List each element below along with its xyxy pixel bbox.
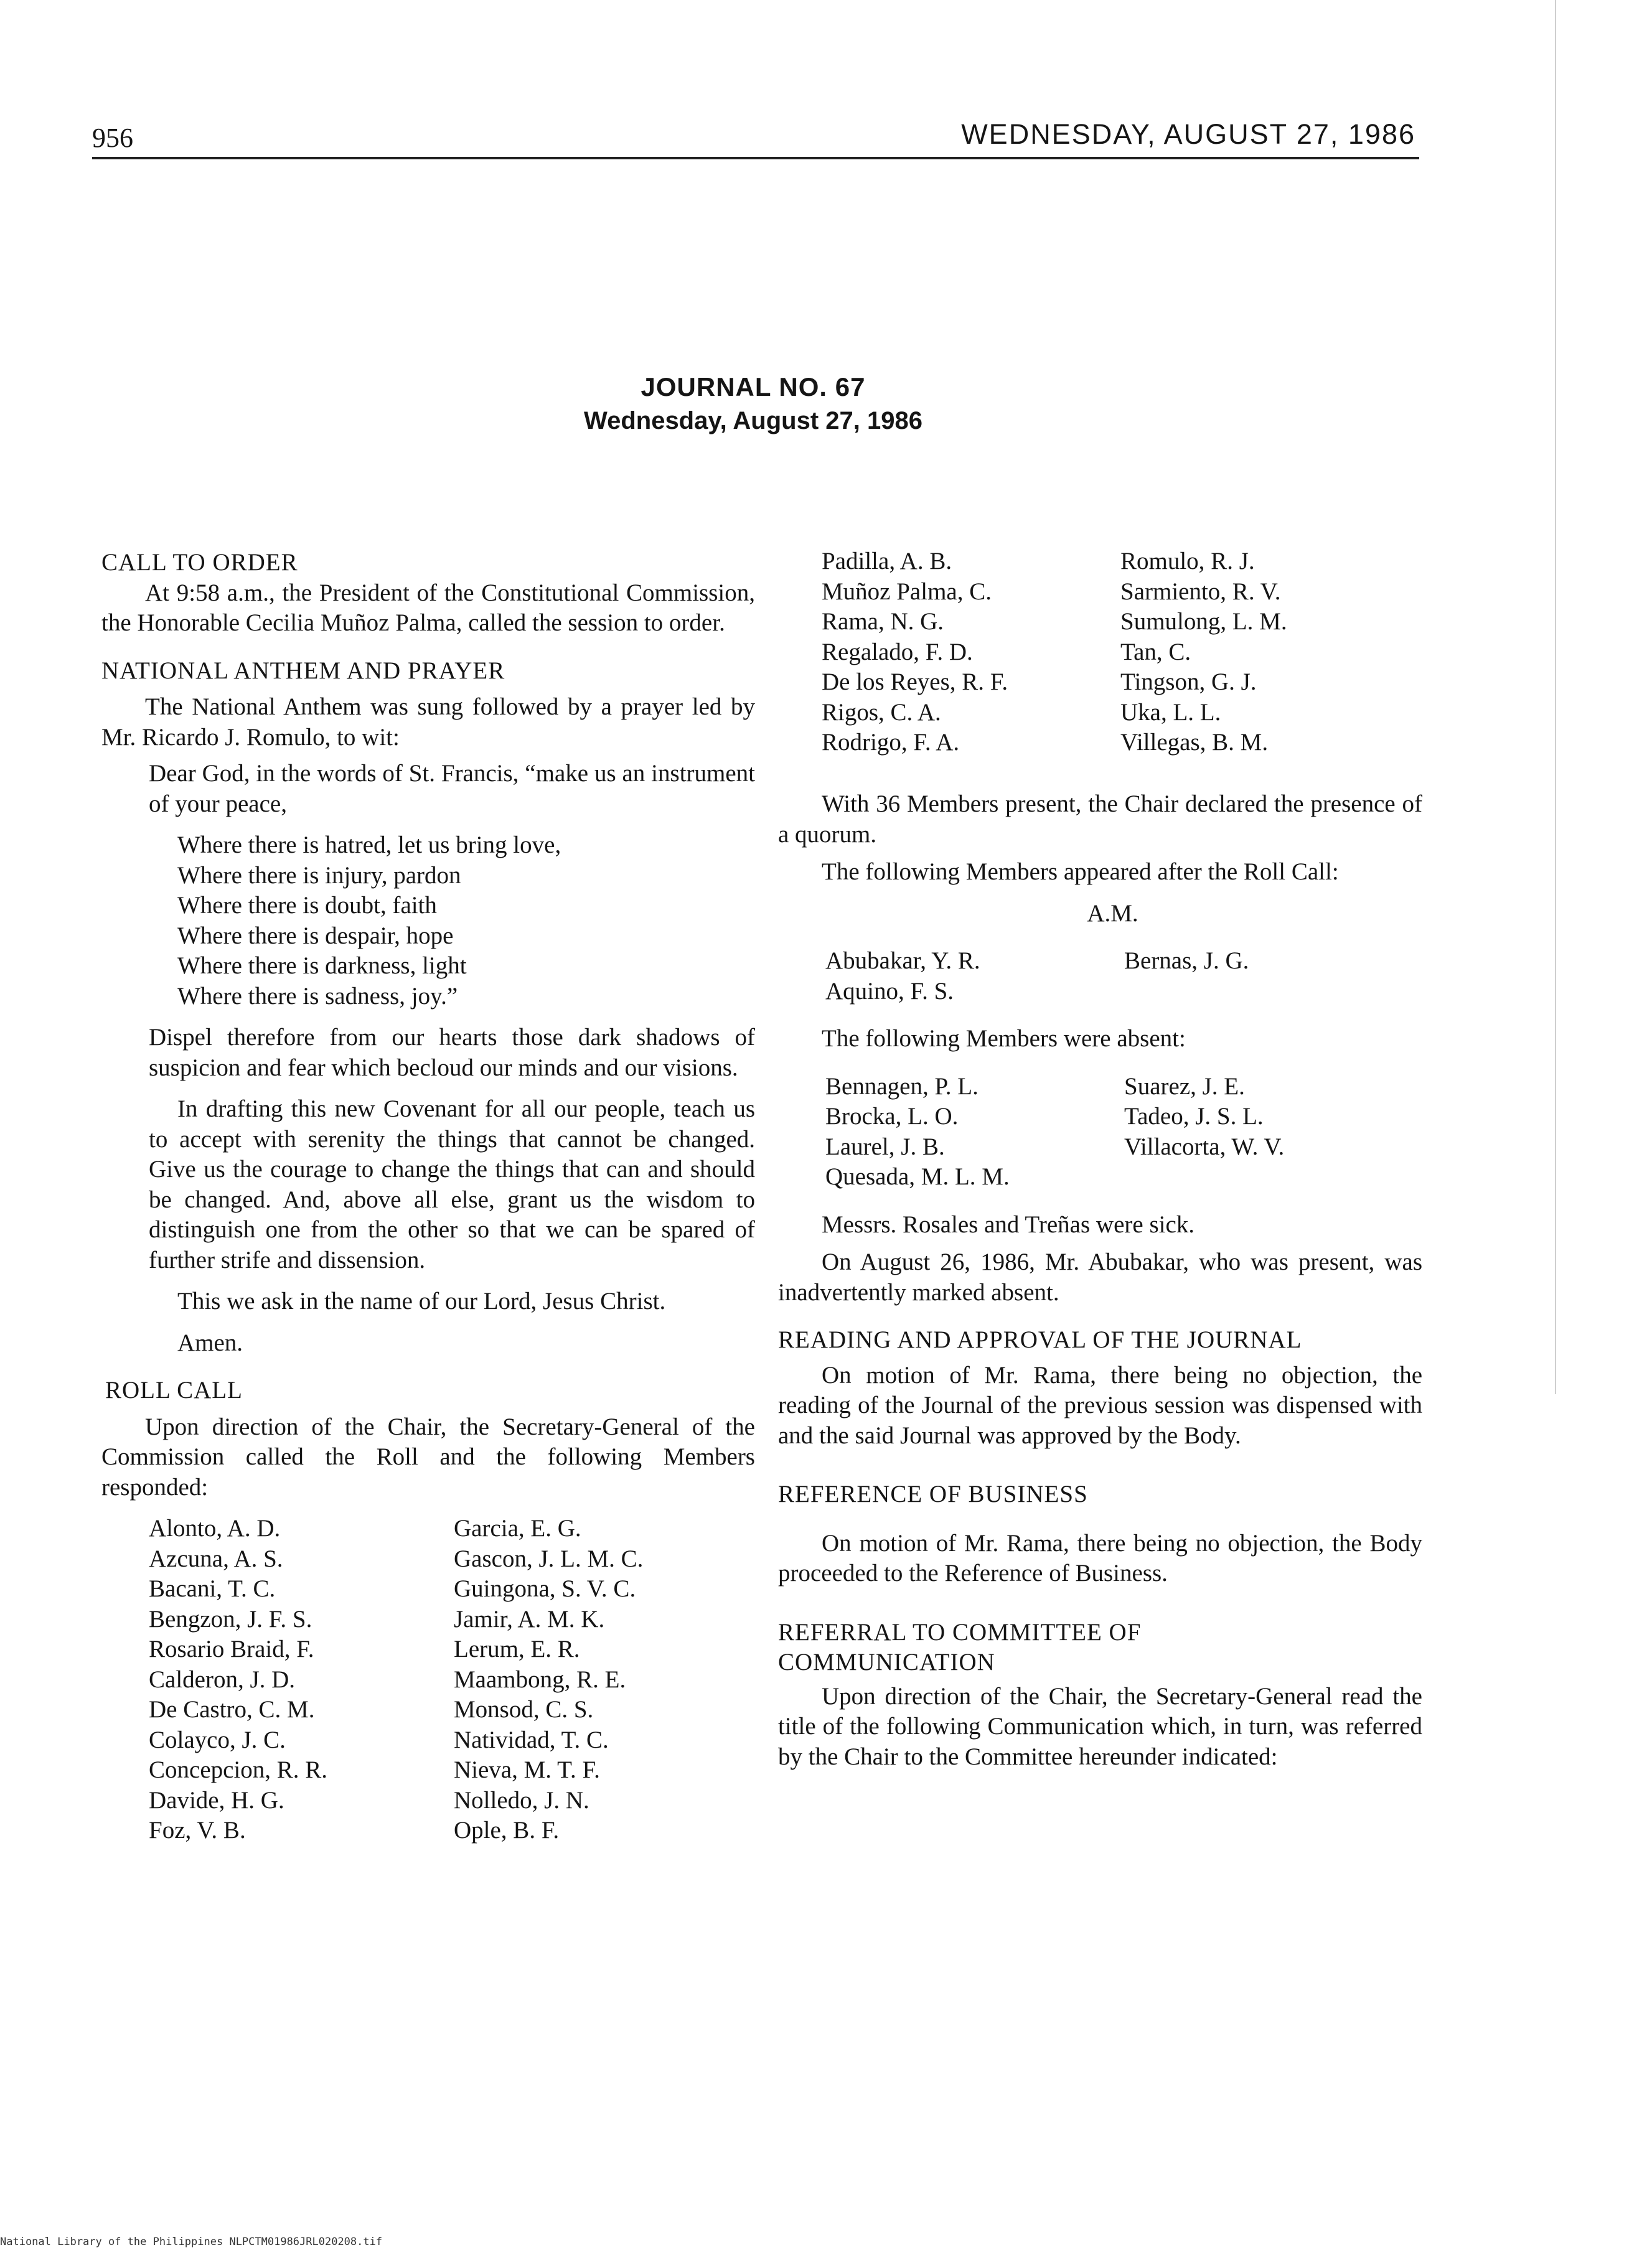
member-name: Tan, C. [1120,638,1191,665]
referral-heading-line-1: REFERRAL TO COMMITTEE OF [778,1618,1142,1646]
member-name: Quesada, M. L. M. [825,1163,1010,1190]
member-name: Bacani, T. C. [149,1575,276,1602]
member-name: Villacorta, W. V. [1124,1133,1285,1160]
member-name: Romulo, R. J. [1120,548,1255,574]
member-name [1124,1162,1423,1193]
scan-footer-note: National Library of the Philippines NLPCTM01986JRL020208.tif [0,2236,383,2248]
roll-call-heading: ROLL CALL [105,1377,243,1404]
member-name: Natividad, T. C. [454,1726,609,1753]
member-name: Padilla, A. B. [822,548,952,574]
sick-text: Messrs. Rosales and Treñas were sick. [822,1211,1195,1238]
reading-text: On motion of Mr. Rama, there being no objection, the reading of the Journal of the previous session was dispensed with and the said Journal was approved by the Body. [778,1361,1422,1449]
member-name: Davide, H. G. [149,1786,284,1814]
member-name: Brocka, L. O. [825,1103,959,1130]
header-rule [92,157,1419,159]
member-name: Regalado, F. D. [822,638,973,665]
member-name: Bengzon, J. F. S. [149,1605,312,1633]
absent-members [825,1072,1422,1193]
after-roll-members [825,946,1422,1006]
prayer-amen: Amen. [177,1329,243,1356]
member-name: Muñoz Palma, C. [822,578,992,605]
reference-text: On motion of Mr. Rama, there being no objection, the Body proceeded to the Reference of Business. [778,1529,1422,1587]
running-header-date: WEDNESDAY, AUGUST 27, 1986 [961,118,1415,150]
member-name: Ople, B. F. [454,1817,560,1844]
absent-intro: The following Members were absent: [822,1025,1186,1052]
member-name: Rosario Braid, F. [149,1636,314,1662]
member-name: De Castro, C. M. [149,1696,315,1723]
member-name: Tadeo, J. S. L. [1124,1103,1264,1130]
verse-line: Where there is injury, pardon [177,861,461,889]
verse-line: Where there is sadness, joy.” [177,982,458,1010]
scan-edge-line [1555,0,1556,1394]
member-name: Colayco, J. C. [149,1726,286,1753]
member-name: Bennagen, P. L. [825,1072,979,1100]
verse-line: Where there is doubt, faith [177,892,437,919]
member-name: Rama, N. G. [822,608,944,635]
prayer-paragraph-4: This we ask in the name of our Lord, Jesus Christ. [177,1288,666,1315]
correction-text: On August 26, 1986, Mr. Abubakar, who was present, was inadvertently marked absent. [778,1249,1422,1306]
member-name: Rigos, C. A. [822,698,941,726]
prayer-verse [101,830,755,1011]
member-name: Nolledo, J. N. [454,1786,589,1814]
member-name: Lerum, E. R. [454,1636,580,1662]
member-name: Garcia, E. G. [454,1515,581,1542]
member-name: Foz, V. B. [149,1817,246,1844]
member-name: Laurel, J. B. [825,1133,945,1160]
member-name: Sarmiento, R. V. [1120,578,1281,605]
member-name: Calderon, J. D. [149,1666,296,1693]
prayer-paragraph-3: In drafting this new Covenant for all our people, teach us to accept with serenity the things that cannot be changed. Give us the courage to change the things that can and should be changed. And, above all else, grant us the wisdom to distinguish one from the other so that we can be spared of further strife and dissension. [149,1095,755,1273]
member-name: Aquino, F. S. [825,977,954,1005]
member-name: Villegas, B. M. [1120,729,1269,756]
call-to-order-heading: CALL TO ORDER [101,549,298,576]
verse-line: Where there is hatred, let us bring love, [177,832,561,858]
anthem-intro: The National Anthem was sung followed by a prayer led by Mr. Ricardo J. Romulo, to wit: [101,693,755,751]
referral-heading-line-2: COMMUNICATION [778,1649,995,1676]
member-name: Uka, L. L. [1120,698,1221,726]
roll-call-intro: Upon direction of the Chair, the Secretary-General of the Commission called the Roll and the following Members responded: [101,1413,755,1501]
after-roll-text: The following Members appeared after the Roll Call: [822,858,1339,885]
verse-line: Where there is darkness, light [177,952,467,979]
roll-call-members [149,1514,755,1846]
member-name: Alonto, A. D. [149,1515,281,1542]
member-name: Tingson, G. J. [1120,668,1257,695]
page-number: 956 [92,123,133,153]
member-name [1124,977,1423,1007]
quorum-text: With 36 Members present, the Chair declared the presence of a quorum. [778,790,1422,848]
member-name: Abubakar, Y. R. [825,947,980,974]
member-name: Maambong, R. E. [454,1666,626,1693]
journal-title: JOURNAL NO. 67 [641,372,866,401]
member-name: De los Reyes, R. F. [822,668,1008,695]
member-name: Sumulong, L. M. [1120,608,1287,635]
member-name: Concepcion, R. R. [149,1756,328,1783]
member-name: Bernas, J. G. [1124,947,1249,974]
member-name: Monsod, C. S. [454,1696,594,1723]
member-name: Suarez, J. E. [1124,1072,1245,1100]
roll-call-members-continued [822,546,1432,758]
reference-heading: REFERENCE OF BUSINESS [778,1481,1088,1507]
member-name: Guingona, S. V. C. [454,1575,636,1602]
am-label: A.M. [1087,899,1138,927]
verse-line: Where there is despair, hope [177,922,454,949]
prayer-paragraph-2: Dispel therefore from our hearts those dark shadows of suspicion and fear which becloud our minds and our visions. [149,1024,755,1081]
member-name: Azcuna, A. S. [149,1545,283,1572]
member-name: Jamir, A. M. K. [454,1605,605,1633]
prayer-opening: Dear God, in the words of St. Francis, “make us an instrument of your peace, [149,760,755,817]
member-name: Rodrigo, F. A. [822,729,960,756]
left-column [101,548,755,1846]
reading-heading: READING AND APPROVAL OF THE JOURNAL [778,1326,1302,1353]
call-to-order-text: At 9:58 a.m., the President of the Constitutional Commission, the Honorable Cecilia Muñoz Palma, called the session to order. [101,579,755,636]
member-name: Nieva, M. T. F. [454,1756,600,1783]
right-column [778,789,1422,1772]
anthem-heading: NATIONAL ANTHEM AND PRAYER [101,657,505,684]
member-name: Gascon, J. L. M. C. [454,1545,644,1572]
referral-text: Upon direction of the Chair, the Secretary-General read the title of the following Communication which, in turn, was referred by the Chair to the Committee hereunder indicated: [778,1682,1422,1770]
journal-date: Wednesday, August 27, 1986 [584,407,922,434]
